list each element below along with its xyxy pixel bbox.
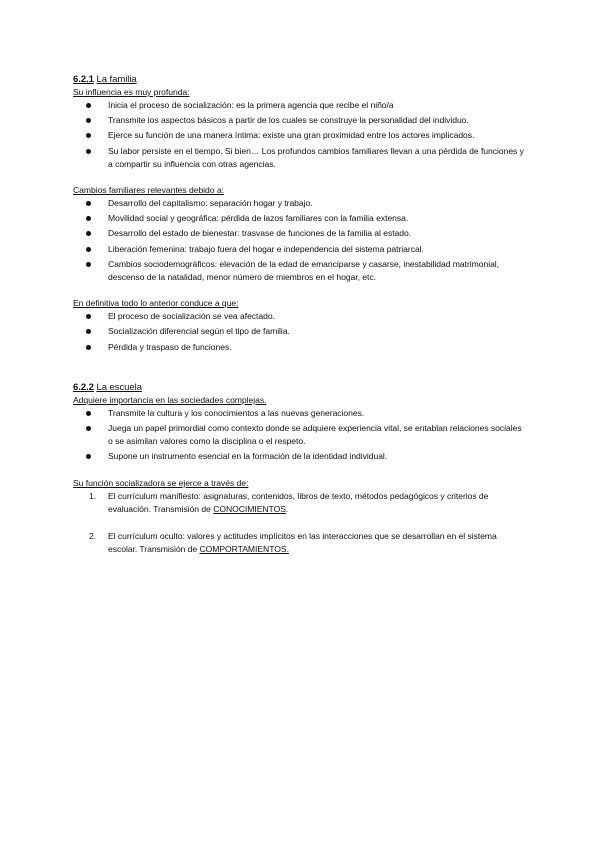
spacer — [73, 516, 528, 530]
numbered-item: 2. El currículum oculto: valores y actitudes implícitos en las interacciones que se desarrollan en el sistema escolar. Transmisión de COMPORTAMIENTOS. — [89, 531, 497, 555]
list-item: Pérdida y traspaso de funciones. — [73, 341, 528, 354]
bullet-icon — [86, 454, 91, 459]
bullet-icon — [86, 149, 91, 154]
item-number: 2. — [89, 531, 97, 542]
list-item: Socialización diferencial según el tipo de familia. — [73, 325, 528, 338]
section-heading-familia — [73, 73, 528, 86]
subheading-influencia: Su influencia es muy profunda: — [73, 87, 190, 97]
bullet-icon — [86, 247, 91, 252]
subheading-importancia: Adquiere importancia en las sociedades complejas. — [73, 394, 267, 405]
numbered-list-curriculum — [73, 490, 528, 557]
bullet-icon — [86, 216, 91, 221]
bullet-icon — [86, 201, 91, 206]
list-item: Cambios sociodemográficos: elevación de la edad de emanciparse y casarse, inestabilidad matrimonial, descenso de la natalidad, menor número de miembros en el hogar, etc. — [73, 258, 528, 284]
bullet-icon — [86, 231, 91, 236]
subheading-funcion: Su función socializadora se ejerce a través de: — [73, 477, 249, 488]
bullet-list-cambios — [73, 197, 528, 284]
list-item: Transmite la cultura y los conocimientos a las nuevas generaciones. — [73, 407, 528, 420]
bullet-icon — [86, 329, 91, 334]
list-item: Liberación femenina: trabajo fuera del hogar e independencia del sistema patriarcal. — [73, 243, 528, 256]
bullet-icon — [86, 118, 91, 123]
list-item: El proceso de socialización se vea afectado. — [73, 310, 528, 323]
bullet-list-influencia — [73, 99, 528, 171]
section-title: La escuela — [96, 381, 142, 393]
list-item: Ejerce su función de una manera íntima: existe una gran proximidad entre los actores implicados. — [73, 129, 528, 142]
list-item: Inicia el proceso de socialización: es la primera agencia que recibe el niño/a — [73, 99, 528, 112]
list-item: Movilidad social y geográfica: pérdida de lazos familiares con la familia extensa. — [73, 212, 528, 225]
bullet-icon — [86, 345, 91, 350]
list-item: Desarrollo del estado de bienestar: trasvase de funciones de la familia al estado. — [73, 227, 528, 240]
list-item: Transmite los aspectos básicos a partir de los cuales se construye la personalidad del individuo. — [73, 114, 528, 127]
bullet-icon — [86, 262, 91, 267]
section-heading-escuela — [73, 381, 528, 394]
section-title: La familia — [96, 74, 137, 85]
bullet-list-escuela — [73, 407, 528, 464]
subheading-cambios: Cambios familiares relevantes debido a: — [73, 185, 224, 196]
bullet-icon — [86, 314, 91, 319]
emphasis-term: CONOCIMIENTOS — [213, 503, 286, 514]
subheading-conclusion: En definitiva todo lo anterior conduce a que: — [73, 298, 239, 309]
document-body — [73, 73, 528, 556]
section-number: 6.2.1 — [73, 74, 94, 85]
list-item: Desarrollo del capitalismo: separación hogar y trabajo. — [73, 197, 528, 210]
list-item: Juega un papel primordial como contexto donde se adquiere experiencia vital, se entablan relaciones sociales o se asimilan valores como la disciplina o el respeto. — [73, 422, 528, 448]
bullet-icon — [86, 411, 91, 416]
bullet-icon — [86, 133, 91, 138]
bullet-icon — [86, 426, 91, 431]
list-item: Supone un instrumento esencial en la formación de la identidad individual. — [73, 450, 528, 463]
numbered-item: 1. El currículum manifiesto: asignaturas, contenidos, libros de texto, métodos pedagógicos y criterios de evaluación. Transmisión de CONOCIMIENTOS. — [89, 490, 489, 514]
bullet-icon — [86, 103, 91, 108]
item-number: 1. — [89, 490, 97, 501]
emphasis-term: COMPORTAMIENTOS. — [199, 544, 289, 555]
list-item: Su labor persiste en el tiempo. Si bien… Los profundos cambios familiares llevan a una pérdida de funciones y a compartir su influencia con otras agencias. — [73, 145, 528, 171]
bullet-list-conclusion — [73, 310, 528, 354]
section-number: 6.2.2 — [73, 381, 94, 393]
